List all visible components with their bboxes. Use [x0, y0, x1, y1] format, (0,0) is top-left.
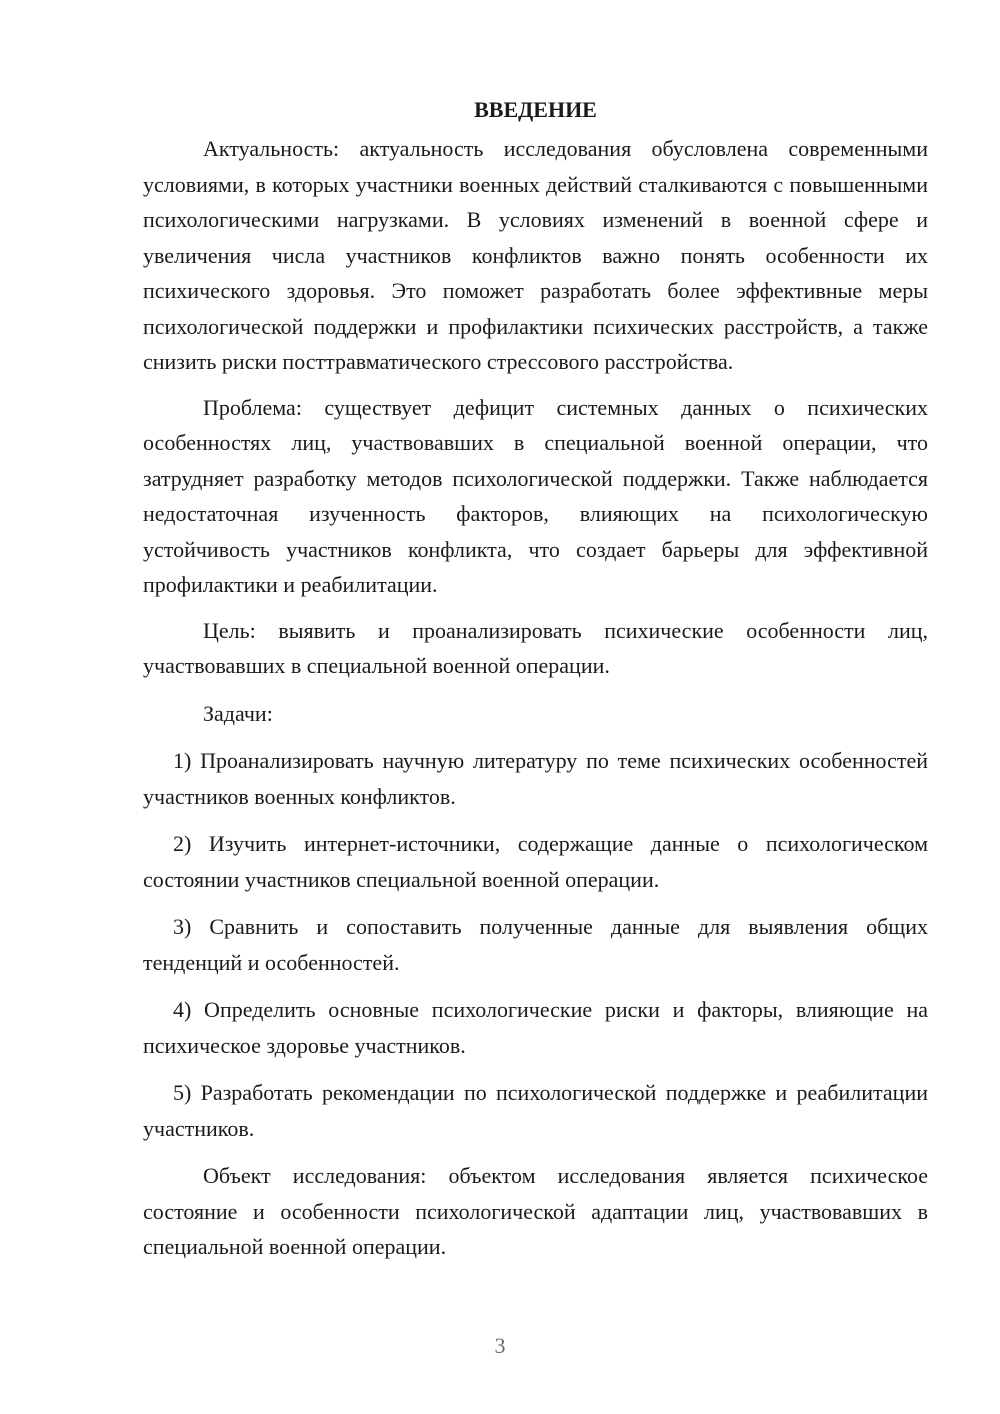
tasks-heading: Задачи: [203, 700, 273, 726]
task-item-5: 5) Разработать рекомендации по психологической поддержке и реабилитации участников. [143, 1080, 928, 1141]
paragraph-problem: Проблема: существует дефицит системных данных о психических особенностях лиц, участвовавших в специальной военной операции, что затрудняет разработку методов психологической поддержки. Также наблюдается недостаточная изученность факторов, влияющих на психологическую устойчивость участников конфликта, что создает барьеры для эффективной профилактики и реабилитации. [143, 394, 928, 597]
task-item-3: 3) Сравнить и сопоставить полученные данные для выявления общих тенденций и особенностей. [143, 914, 928, 975]
paragraph-object: Объект исследования: объектом исследования является психическое состояние и особенности психологической адаптации лиц, участвовавших в специальной военной операции. [143, 1163, 928, 1259]
paragraph-relevance: Актуальность: актуальность исследования обусловлена современными условиями, в которых участники военных действий сталкиваются с повышенными психологическими нагрузками. В условиях изменений в военной сфере и увеличения числа участников конфликтов важно понять особенности их психического здоровья. Это поможет разработать более эффективные меры психологической поддержки и профилактики психических расстройств, а также снизить риски посттравматического стрессового расстройства. [143, 136, 928, 374]
page-number: 3 [494, 1333, 506, 1358]
task-item-1: 1) Проанализировать научную литературу по теме психических особенностей участников военных конфликтов. [143, 748, 928, 809]
section-title: ВВЕДЕНИЕ [474, 97, 597, 122]
task-item-2: 2) Изучить интернет-источники, содержащие данные о психологическом состоянии участников специальной военной операции. [143, 831, 928, 892]
document-page [143, 92, 928, 1265]
paragraph-goal: Цель: выявить и проанализировать психические особенности лиц, участвовавших в специальной военной операции. [143, 617, 928, 678]
task-item-4: 4) Определить основные психологические риски и факторы, влияющие на психическое здоровье участников. [143, 997, 928, 1058]
